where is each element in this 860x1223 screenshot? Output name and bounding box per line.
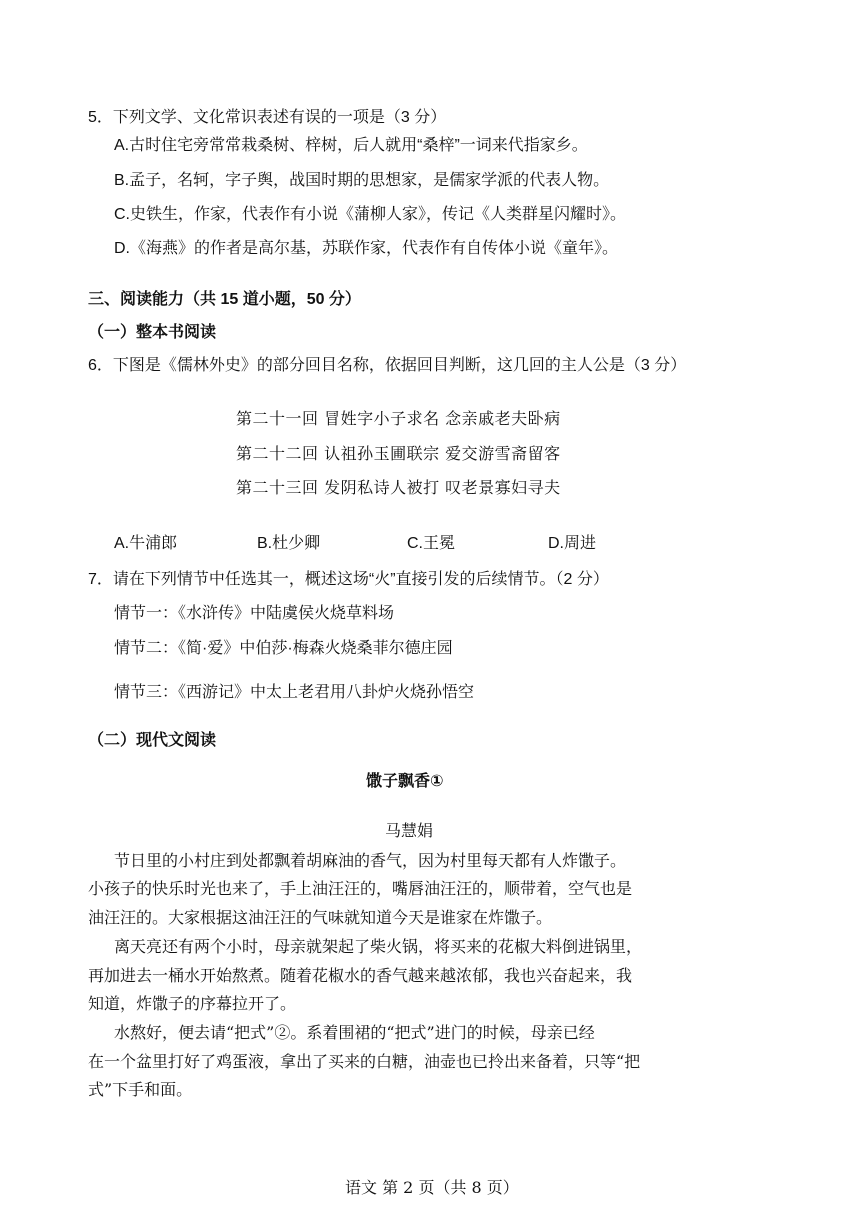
article-line-9: 式”下手和面。 [88, 1080, 193, 1099]
q5-option-d: D.《海燕》的作者是高尔基，苏联作家，代表作有自传体小说《童年》。 [114, 240, 619, 257]
q6-option-b: B.杜少卿 [257, 535, 321, 552]
q6-option-d: D.周进 [548, 535, 597, 552]
part2-heading: （二）现代文阅读 [88, 732, 217, 749]
section3-heading: 三、阅读能力（共 15 道小题，50 分） [88, 291, 361, 308]
article-title: 馓子飘香① [366, 773, 444, 790]
q6-stem: 6．下图是《儒林外史》的部分回目名称，依据回目判断，这几回的主人公是（3 分） [88, 357, 687, 374]
q7-plot-1: 情节一：《水浒传》中陆虞侯火烧草料场 [114, 605, 395, 622]
q6-option-c: C.王冕 [407, 535, 456, 552]
article-author: 马慧娟 [385, 821, 434, 840]
article-line-4: 离天亮还有两个小时，母亲就架起了柴火锅，将买来的花椒大料倒进锅里， [114, 937, 643, 956]
article-line-8: 在一个盆里打好了鸡蛋液，拿出了买来的白糖，油壶也已拎出来备着，只等“把 [88, 1052, 641, 1071]
q5-option-b: B.孟子，名轲，字子舆，战国时期的思想家，是儒家学派的代表人物。 [114, 172, 610, 189]
q5-stem: 5．下列文学、文化常识表述有误的一项是（3 分） [88, 109, 447, 126]
article-line-2: 小孩子的快乐时光也来了，手上油汪汪的，嘴唇油汪汪的，顺带着，空气也是 [88, 879, 633, 898]
article-line-6: 知道，炸馓子的序幕拉开了。 [88, 994, 297, 1013]
article-line-1: 节日里的小村庄到处都飘着胡麻油的香气，因为村里每天都有人炸馓子。 [114, 851, 627, 870]
q7-stem: 7．请在下列情节中任选其一，概述这场“火”直接引发的后续情节。（2 分） [88, 571, 609, 588]
q6-chapter-21: 第二十一回 冒姓字小子求名 念亲戚老夫卧病 [236, 409, 561, 428]
q5-option-c: C.史铁生，作家，代表作有小说《蒲柳人家》，传记《人类群星闪耀时》。 [114, 206, 627, 223]
part1-heading: （一）整本书阅读 [88, 324, 217, 341]
article-line-7: 水熬好，便去请“把式”②。系着围裙的“把式”进门的时候，母亲已经 [114, 1023, 595, 1042]
q6-option-a: A.牛浦郎 [114, 535, 178, 552]
q7-plot-3: 情节三：《西游记》中太上老君用八卦炉火烧孙悟空 [114, 684, 475, 701]
article-line-5: 再加进去一桶水开始熬煮。随着花椒水的香气越来越浓郁，我也兴奋起来，我 [88, 966, 633, 985]
q5-option-a: A.古时住宅旁常常栽桑树、梓树，后人就用“桑梓”一词来代指家乡。 [114, 137, 588, 154]
q6-chapter-23: 第二十三回 发阴私诗人被打 叹老景寡妇寻夫 [236, 478, 561, 497]
article-line-3: 油汪汪的。大家根据这油汪汪的气味就知道今天是谁家在炸馓子。 [88, 908, 553, 927]
page-footer: 语文 第 2 页（共 8 页） [345, 1178, 519, 1197]
q6-chapter-22: 第二十二回 认祖孙玉圃联宗 爱交游雪斋留客 [236, 444, 561, 463]
q7-plot-2: 情节二：《简·爱》中伯莎·梅森火烧桑菲尔德庄园 [114, 640, 453, 657]
